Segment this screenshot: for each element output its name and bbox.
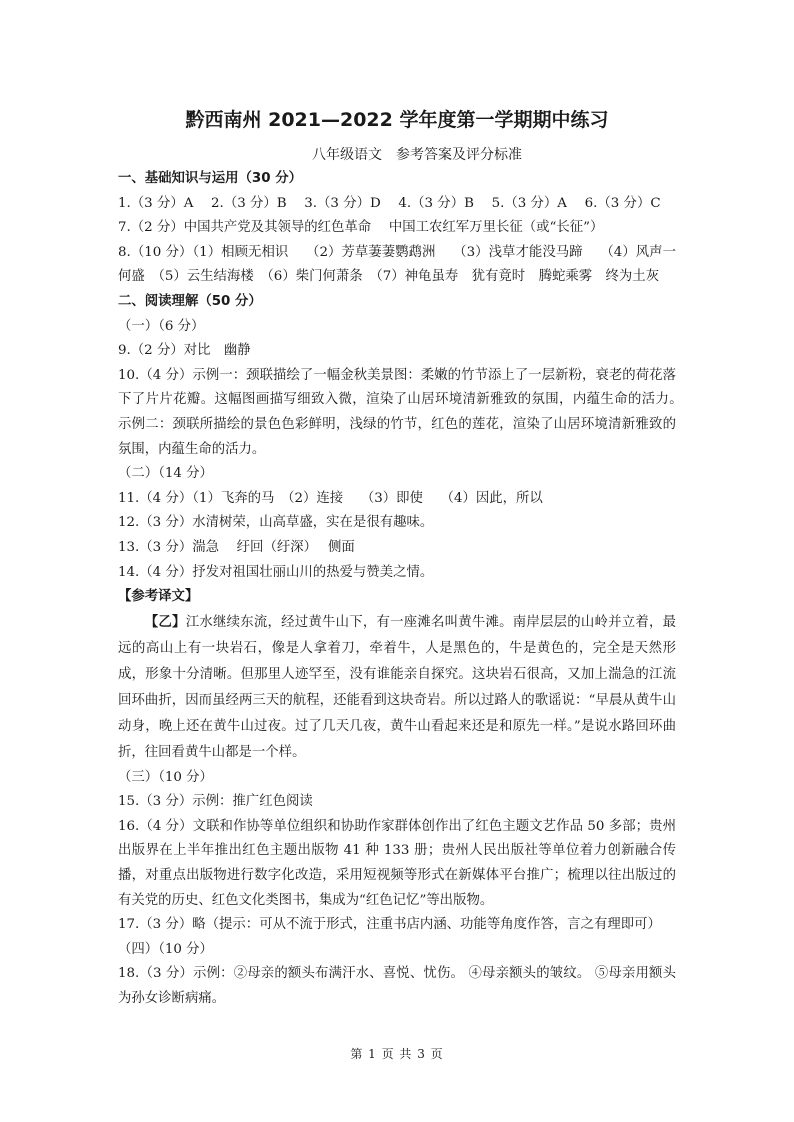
- answer-q7: 7.（2 分）中国共产党及其领导的红色革命 中国工农红军万里长征（或“长征”）: [118, 220, 604, 236]
- section-heading-basic-knowledge: 一、基础知识与运用（30 分）: [118, 171, 302, 186]
- answer-q13: 13.（3 分）湍急 纡回（纡深） 侧面: [118, 539, 355, 555]
- answer-q16: 16.（4 分）文联和作协等单位组织和协助作家群体创作出了红色主题文艺作品 50 多部；贵州出版界在上半年推出红色主题出版物 41 种 133 册；贵州人民出版社等单位着力创新融合传播，对重点出版物进行数字化改造，采用短视频等形式在新媒体平台推广；梳理以往出版过的有关党的历史、红色文化类图书，集成为“红色记忆”等出版物。: [118, 818, 676, 908]
- answer-q14: 14.（4 分）抒发对祖国壮丽山川的热爱与赞美之情。: [118, 564, 434, 580]
- answer-q8: 8.（10 分）（1）相顾无相识 （2）芳草萋萋鹦鹉洲 （3）浅草才能没马蹄 （4）风声一何盛 （5）云生结海楼 （6）柴门何萧条 （7）神龟虽寿 犹有竟时 腾蛇乘雾 终为土灰: [118, 244, 676, 285]
- document-title: 黔西南州 2021—2022 学年度第一学期期中练习: [185, 109, 609, 131]
- reference-translation-heading: 【参考译文】: [118, 589, 199, 605]
- document-subtitle: 八年级语文 参考答案及评分标准: [312, 147, 522, 163]
- translation-text: 江水继续东流，经过黄牛山下，有一座滩名叫黄牛滩。南岸层层的山岭并立着，最远的高山上有一块岩石，像是人拿着刀，牵着牛，人是黑色的，牛是黄色的，完全是天然形成，形象十分清晰。但那里人迹罕至，没有谁能亲自探究。这块岩石很高，又加上湍急的江流回环曲折，因而虽经两三天的航程，还能看到这块奇岩。所以过路人的歌谣说：“早晨从黄牛山动身，晚上还在黄牛山过夜。过了几天几夜，黄牛山看起来还是和原先一样。”是说水路回环曲折，往回看黄牛山都是一个样。: [118, 614, 677, 760]
- answer-q10: 10.（4 分）示例一：颈联描绘了一幅金秋美景图：柔嫩的竹节添上了一层新粉，衰老的荷花落下了片片花瓣。这幅图画描写细致入微，渲染了山居环境清新雅致的氛围，内蕴生命的活力。 示例二：颈联所描绘的景色色彩鲜明，浅绿的竹节，红色的莲花，渲染了山居环境清新雅致的氛围，内蕴生命的活力。: [118, 367, 690, 457]
- part-heading-4: （四）（10 分）: [118, 941, 213, 957]
- answer-q12: 12.（3 分）水清树荣，山高草盛，实在是很有趣味。: [118, 515, 434, 531]
- part-heading-1: （一）（6 分）: [118, 318, 205, 334]
- answer-q1-6: 1.（3 分）A 2.（3 分）B 3.（3 分）D 4.（3 分）B 5.（3 分）A 6.（3 分）C: [118, 195, 661, 211]
- page-number-footer: 第 1 页 共 3 页: [350, 1047, 444, 1061]
- answer-q17: 17.（3 分）略（提示：可从不流于形式，注重书店内涵、功能等角度作答，言之有理即可）: [118, 917, 661, 933]
- translation-label: 【乙】: [144, 614, 186, 630]
- answer-q9: 9.（2 分）对比 幽静: [118, 343, 251, 359]
- part-heading-2: （二）（14 分）: [118, 466, 213, 482]
- answer-q11: 11.（4 分）（1）飞奔的马 （2）连接 （3）即使 （4）因此，所以: [118, 490, 543, 506]
- answer-q18: 18.（3 分）示例：②母亲的额头布满汗水、喜悦、忧伤。 ④母亲额头的皱纹。 ⑤母亲用额头为孙女诊断病痛。: [118, 966, 676, 1007]
- reference-translation: [118, 610, 676, 766]
- part-heading-3: （三）（10 分）: [118, 769, 213, 785]
- section-heading-reading: 二、阅读理解（50 分）: [118, 293, 262, 309]
- answer-body: [118, 167, 690, 1012]
- answer-q15: 15.（3 分）示例：推广红色阅读: [118, 794, 313, 810]
